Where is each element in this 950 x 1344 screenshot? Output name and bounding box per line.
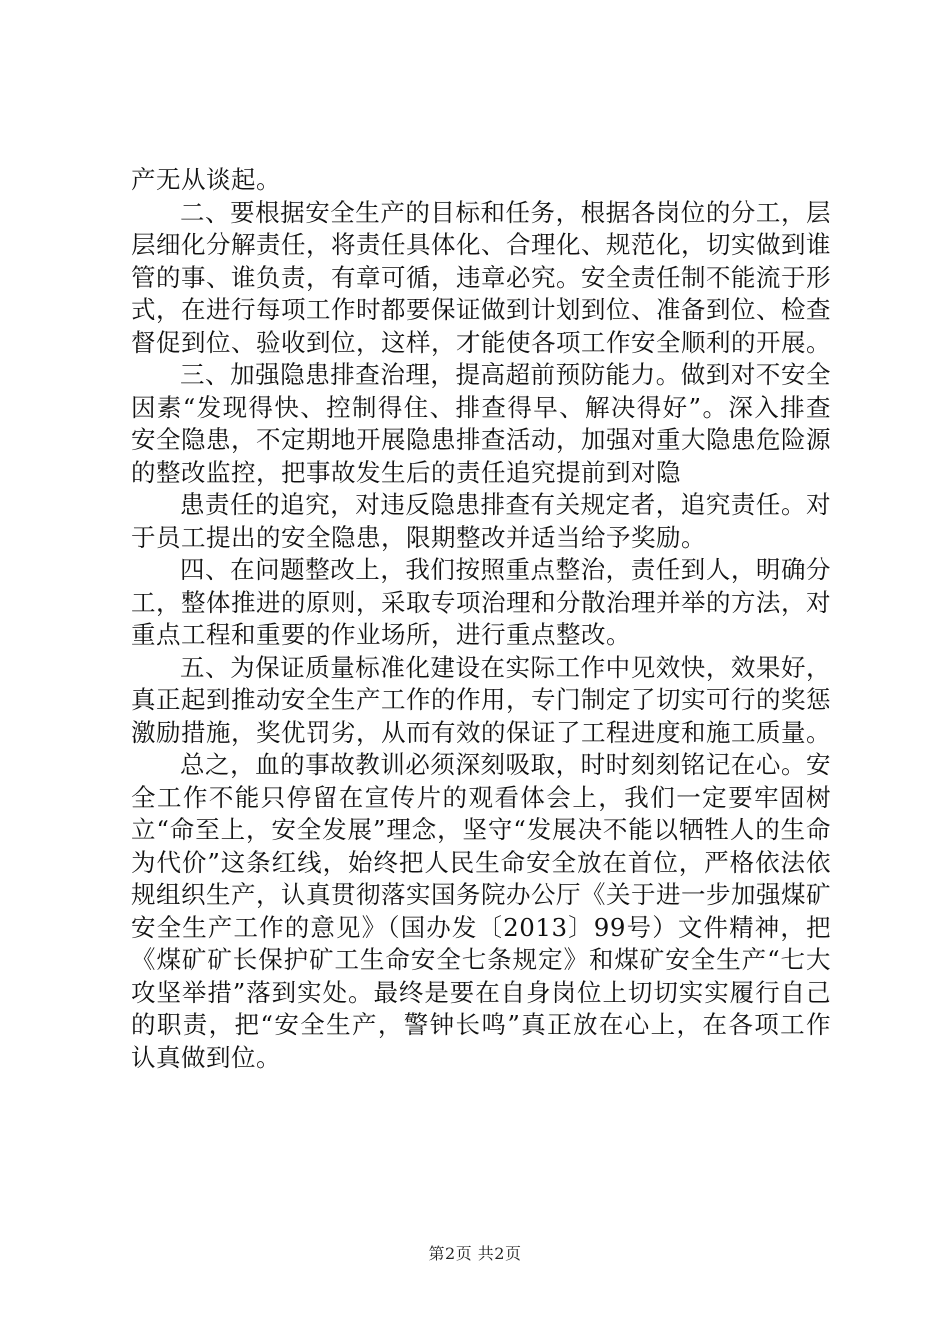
- paragraph-1: 产无从谈起。: [131, 165, 281, 194]
- paragraph-3: 三、加强隐患排查治理，提高超前预防能力。做到对不安全因素“发现得快、控制得住、排查得早、解决得好”。深入排查安全隐患，不定期地开展隐患排查活动，加强对重大隐患危险源的整改监控，把事故发生后的责任追究提前到对隐: [131, 360, 831, 487]
- paragraph-4: 患责任的追究，对违反隐患排查有关规定者，追究责任。对于员工提出的安全隐患，限期整改并适当给予奖励。: [131, 490, 831, 552]
- paragraph-7: 总之，血的事故教训必须深刻吸取，时时刻刻铭记在心。安全工作不能只停留在宣传片的观看体会上，我们一定要牢固树立“命至上，安全发展”理念，坚守“发展决不能以牺牲人的生命为代价”这条红线，始终把人民生命安全放在首位，严格依法依规组织生产，认真贯彻落实国务院办公厅《关于进一步加强煤矿安全生产工作的意见》（国办发〔2013〕99号）文件精神，把《煤矿矿长保护矿工生命安全七条规定》和煤矿安全生产“七大攻坚举措”落到实处。最终是要在自身岗位上切切实实履行自己的职责，把“安全生产，警钟长鸣”真正放在心上，在各项工作认真做到位。: [131, 750, 831, 1072]
- document-body: [131, 164, 831, 1074]
- paragraph-6: 五、为保证质量标准化建设在实际工作中见效快，效果好，真正起到推动安全生产工作的作用，专门制定了切实可行的奖惩激励措施，奖优罚劣，从而有效的保证了工程进度和施工质量。: [131, 652, 831, 747]
- paragraph-2: 二、要根据安全生产的目标和任务，根据各岗位的分工，层层细化分解责任，将责任具体化、合理化、规范化，切实做到谁管的事、谁负责，有章可循，违章必究。安全责任制不能流于形式，在进行每项工作时都要保证做到计划到位、准备到位、检查督促到位、验收到位，这样，才能使各项工作安全顺利的开展。: [131, 197, 831, 357]
- paragraph-5: 四、在问题整改上，我们按照重点整治，责任到人，明确分工，整体推进的原则，采取专项治理和分散治理并举的方法，对重点工程和重要的作业场所，进行重点整改。: [131, 555, 831, 649]
- page-number-footer: 第2页 共2页: [428, 1244, 522, 1263]
